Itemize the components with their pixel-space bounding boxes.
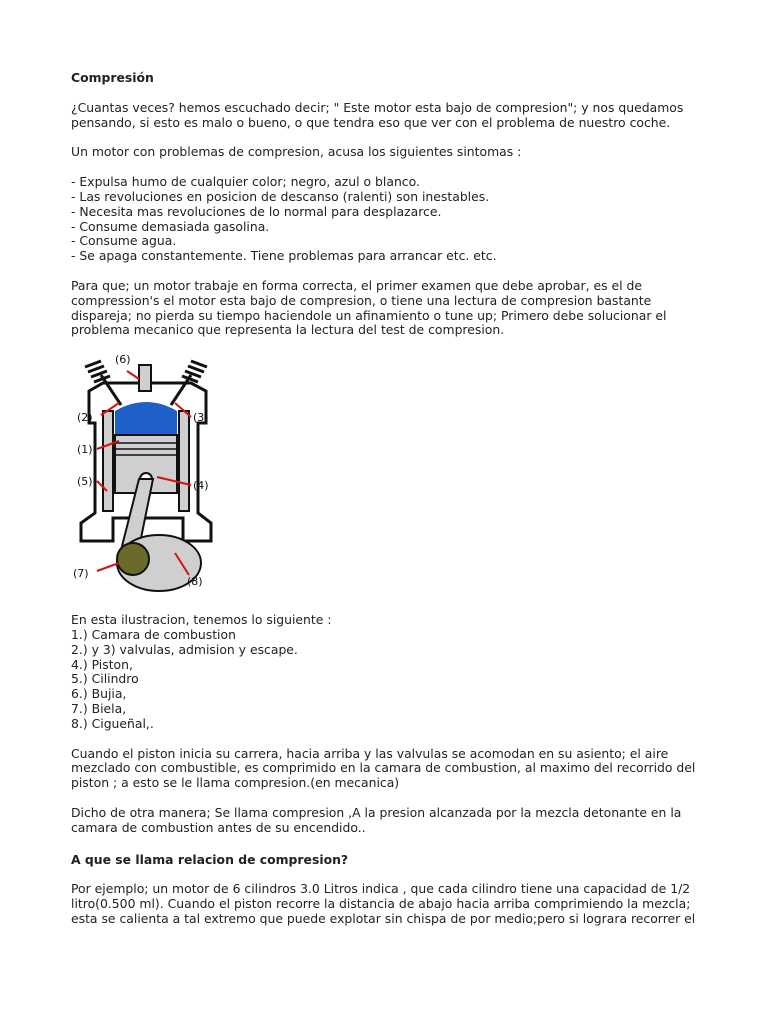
compression-test-paragraph <box>71 279 701 338</box>
section-subtitle: A que se llama relacion de compresion? <box>71 851 349 867</box>
text-line: Dicho de otra manera; Se llama compresion ,A la presion alcanzada por la mezcla detonante en la <box>71 804 682 820</box>
list-item: - Consume demasiada gasolina. <box>71 218 270 234</box>
list-item: - Necesita mas revoluciones de lo normal para desplazarce. <box>71 203 442 219</box>
article-body <box>71 71 701 942</box>
engine-cylinder-diagram <box>71 353 221 598</box>
list-item: 8.) Cigueñal,. <box>71 715 154 731</box>
list-item: - Se apaga constantemente. Tiene problemas para arrancar etc. etc. <box>71 248 497 264</box>
list-item: 7.) Biela, <box>71 700 127 716</box>
list-item: - Consume agua. <box>71 233 177 249</box>
crankshaft <box>117 543 149 575</box>
label-8: (8) <box>187 575 203 589</box>
combustion-chamber <box>115 402 177 435</box>
text-line: Para que; un motor trabaje en forma correcta, el primer examen que debe aprobar, es el de <box>71 277 642 293</box>
text-line: piston ; a esto se le llama compresion.(en mecanica) <box>71 775 400 791</box>
cylinder-wall-right <box>179 411 189 511</box>
symptoms-list <box>71 175 701 264</box>
text-line: problema mecanico que representa la lectura del test de compresion. <box>71 322 505 338</box>
list-item: - Las revoluciones en posicion de descanso (ralenti) son inestables. <box>71 188 490 204</box>
text-line: Cuando el piston inicia su carrera, hacia arriba y las valvulas se acomodan en su asiento; el aire <box>71 745 669 761</box>
label-3: (3) <box>193 411 209 425</box>
compression-definition-paragraph <box>71 806 701 836</box>
label-1: (1) <box>77 443 93 457</box>
list-item: - Expulsa humo de cualquier color; negro, azul o blanco. <box>71 174 420 190</box>
label-7: (7) <box>73 567 89 581</box>
text-line: Un motor con problemas de compresion, acusa los siguientes sintomas : <box>71 144 522 160</box>
text-line: mezclado con combustible, es comprimido en la camara de combustion, al maximo del recorrido del <box>71 760 696 776</box>
symptoms-intro <box>71 145 701 160</box>
text-line: Por ejemplo; un motor de 6 cilindros 3.0 Litros indica , que cada cilindro tiene una capacidad de 1/2 <box>71 881 691 897</box>
list-item: 1.) Camara de combustion <box>71 626 236 642</box>
text-line: camara de combustion antes de su encendido.. <box>71 819 366 835</box>
text-line: esta se calienta a tal extremo que puede explotar sin chispa de por medio;pero si lograra recorrer el <box>71 910 696 926</box>
spark-plug <box>139 365 151 391</box>
list-item: 2.) y 3) valvulas, admision y escape. <box>71 641 298 657</box>
label-4: (4) <box>193 479 209 493</box>
text-line: pensando, si esto es malo o bueno, o que tendra eso que ver con el problema de nuestro coche. <box>71 114 671 130</box>
text-line: En esta ilustracion, tenemos lo siguiente : <box>71 612 332 628</box>
engine-illustration <box>71 353 221 598</box>
text-line: dispareja; no pierda su tiempo haciendole un afinamiento o tune up; Primero debe solucionar el <box>71 307 667 323</box>
list-item: 4.) Piston, <box>71 656 133 672</box>
parts-list <box>71 613 701 731</box>
label-6: (6) <box>115 353 131 367</box>
list-item: 5.) Cilindro <box>71 671 139 687</box>
example-paragraph <box>71 882 701 926</box>
list-item: 6.) Bujia, <box>71 686 127 702</box>
label-5: (5) <box>77 475 93 489</box>
article-title: Compresión <box>71 70 154 85</box>
text-line: compression's el motor esta bajo de compresion, o tiene una lectura de compresion bastante <box>71 292 652 308</box>
label-2: (2) <box>77 411 93 425</box>
text-line: litro(0.500 ml). Cuando el piston recorre la distancia de abajo hacia arriba comprimiendo la mezcla; <box>71 896 691 912</box>
intro-paragraph <box>71 101 701 131</box>
text-line: ¿Cuantas veces? hemos escuchado decir; " Este motor esta bajo de compresion"; y nos quedamos <box>71 99 684 115</box>
cylinder-wall-left <box>103 411 113 511</box>
compression-stroke-paragraph <box>71 747 701 791</box>
